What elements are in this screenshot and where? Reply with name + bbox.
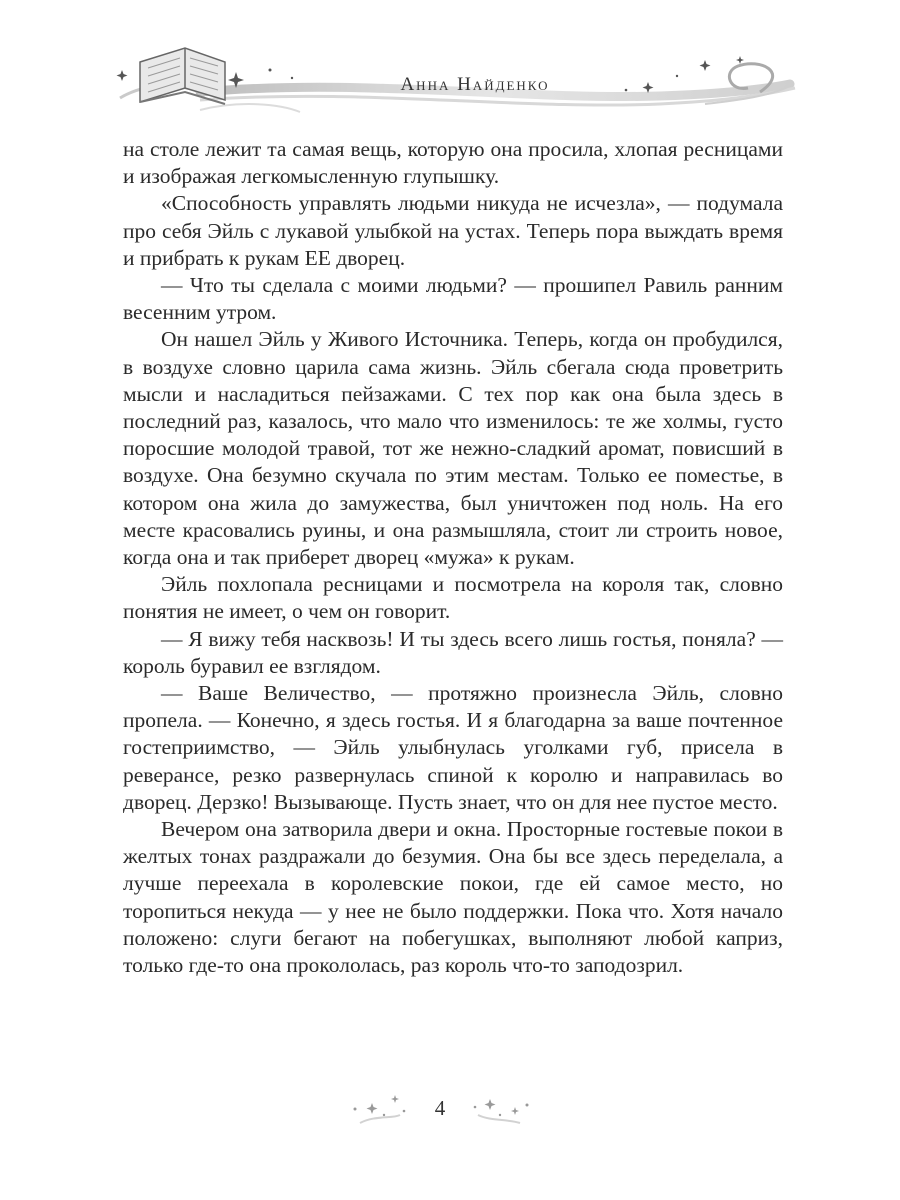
- body-text: [123, 136, 783, 979]
- paragraph: Он нашел Эйль у Живого Источника. Теперь, когда он пробудился, в воздухе словно царила сама жизнь. Эйль сбегала сюда проветрить мысли и насладиться пейзажами. С тех пор как она была здесь в последний раз, казалось, что мало что изменилось: те же холмы, густо поросшие молодой травой, тот же нежно-сладкий аромат, повисший в воздухе. Она безумно скучала по этим местам. Только ее поместье, в котором она жила до замужества, был уничтожен под ноль. На его месте красовались руины, и она размышляла, стоит ли строить новое, когда она и так приберет дворец «мужа» к рукам.: [123, 327, 783, 570]
- open-book-icon: [140, 48, 225, 104]
- paragraph: — Что ты сделала с моими людьми? — прошипел Равиль ранним весенним утром.: [123, 273, 783, 325]
- paragraph: на столе лежит та самая вещь, которую она просила, хлопая ресницами и изображая легкомысленную глупышку.: [123, 137, 783, 189]
- paragraph: «Способность управлять людьми никуда не исчезла», — подумала про себя Эйль с лукавой улыбкой на устах. Теперь пора выждать время и прибрать к рукам ЕЕ дворец.: [123, 191, 783, 270]
- paragraph: — Я вижу тебя насквозь! И ты здесь всего лишь гостья, поняла? — король буравил ее взглядом.: [123, 626, 783, 678]
- page-number: 4: [434, 1096, 446, 1120]
- header-ornament: [0, 0, 900, 130]
- running-head-author: Анна Найденко: [400, 74, 550, 95]
- paragraph: — Ваше Величество, — протяжно произнесла Эйль, словно пропела. — Конечно, я здесь гостья. И я благодарна за ваше почтенное гостеприимство, — Эйль улыбнулась уголками губ, присела в реверансе, резко развернулась спиной к королю и направилась во дворец. Дерзко! Вызывающе. Пусть знает, что он для нее пустое место.: [123, 681, 783, 814]
- swirl-ornament: [0, 0, 900, 130]
- paragraph: Вечером она затворила двери и окна. Просторные гостевые покои в желтых тонах раздражали до безумия. Она бы все здесь переделала, а лучше переехала в королевские покои, где ей самое место, но торопиться некуда — у нее не было поддержки. Пока что. Хотя начало положено: слуги бегают на побегушках, выполняют любой каприз, только где-то она прокололась, раз король что-то заподозрил.: [123, 817, 783, 978]
- paragraph: Эйль похлопала ресницами и посмотрела на короля так, словно понятия не имеет, о чем он говорит.: [123, 572, 783, 624]
